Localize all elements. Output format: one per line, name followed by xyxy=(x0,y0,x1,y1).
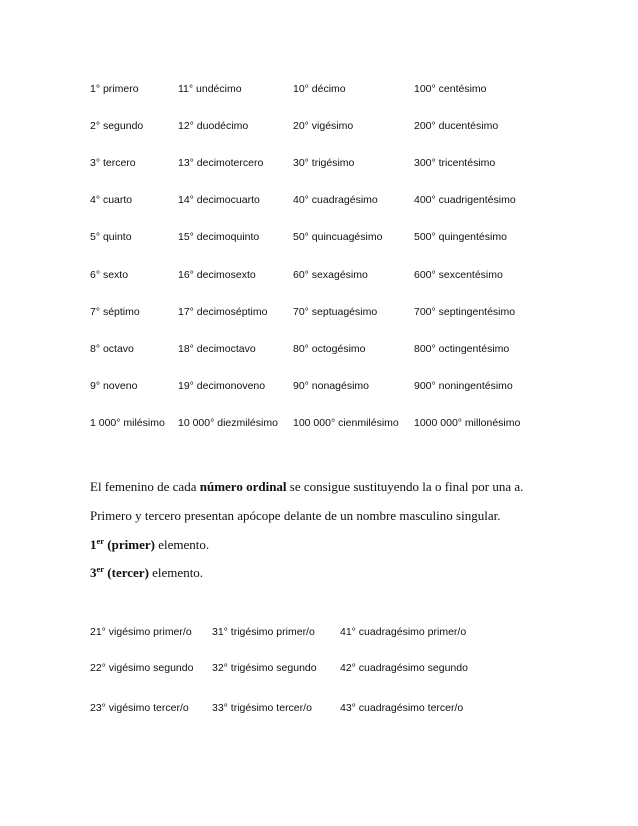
table-cell: 22° vigésimo segundo xyxy=(90,662,194,674)
example-rest: elemento. xyxy=(154,537,210,552)
table-cell: 14° decimocuarto xyxy=(178,194,260,206)
example-primer xyxy=(90,537,209,551)
table-cell: 200° ducentésimo xyxy=(414,120,499,132)
table-cell: 10 000° diezmilésimo xyxy=(178,417,278,429)
table-cell: 100° centésimo xyxy=(414,83,487,95)
paragraph-text: se consigue sustituyendo la o final por una a. xyxy=(286,479,524,494)
table-cell: 32° trigésimo segundo xyxy=(212,662,317,674)
superscript: er xyxy=(96,564,105,574)
table-cell: 5° quinto xyxy=(90,231,132,243)
table-cell: 90° nonagésimo xyxy=(293,380,370,392)
table-cell: 31° trigésimo primer/o xyxy=(212,626,315,638)
table-cell: 23° vigésimo tercer/o xyxy=(90,702,189,714)
table-cell: 7° séptimo xyxy=(90,306,140,318)
table-cell: 10° décimo xyxy=(293,83,346,95)
table-cell: 70° septuagésimo xyxy=(293,306,378,318)
table-cell: 6° sexto xyxy=(90,269,129,281)
table-cell: 20° vigésimo xyxy=(293,120,354,132)
table-cell: 3° tercero xyxy=(90,157,136,169)
example-number: 3 xyxy=(90,565,97,580)
paragraph-text: El femenino de cada xyxy=(90,479,200,494)
table-cell: 900° noningentésimo xyxy=(414,380,513,392)
table-cell: 400° cuadrigentésimo xyxy=(414,194,516,206)
table-cell: 17° decimoséptimo xyxy=(178,306,268,318)
table-cell: 13° decimotercero xyxy=(178,157,264,169)
table-cell: 80° octogésimo xyxy=(293,343,366,355)
example-rest: elemento. xyxy=(148,565,204,580)
table-cell: 8° octavo xyxy=(90,343,134,355)
table-cell: 4° cuarto xyxy=(90,194,133,206)
table-cell: 9° noveno xyxy=(90,380,138,392)
table-cell: 60° sexagésimo xyxy=(293,269,368,281)
table-cell: 300° tricentésimo xyxy=(414,157,496,169)
example-word: (primer) xyxy=(107,537,155,552)
example-word: (tercer) xyxy=(107,565,149,580)
table-cell: 50° quincuagésimo xyxy=(293,231,383,243)
table-cell: 1 000° milésimo xyxy=(90,417,165,429)
table-cell: 15° decimoquinto xyxy=(178,231,260,243)
apocope-paragraph: Primero y tercero presentan apócope delante de un nombre masculino singular. xyxy=(90,508,501,523)
table-cell: 500° quingentésimo xyxy=(414,231,507,243)
superscript: er xyxy=(96,536,105,546)
table-cell: 12° duodécimo xyxy=(178,120,249,132)
table-cell: 1000 000° millonésimo xyxy=(414,417,521,429)
table-cell: 43° cuadragésimo tercer/o xyxy=(340,702,464,714)
bold-term: número ordinal xyxy=(199,479,287,494)
example-tercer xyxy=(90,565,203,579)
table-cell: 2° segundo xyxy=(90,120,144,132)
table-cell: 42° cuadragésimo segundo xyxy=(340,662,468,674)
table-cell: 100 000° cienmilésimo xyxy=(293,417,399,429)
table-cell: 18° decimoctavo xyxy=(178,343,256,355)
example-number: 1 xyxy=(90,537,97,552)
table-cell: 700° septingentésimo xyxy=(414,306,516,318)
feminine-rule-paragraph xyxy=(90,480,523,493)
table-cell: 800° octingentésimo xyxy=(414,343,510,355)
table-cell: 30° trigésimo xyxy=(293,157,355,169)
table-cell: 16° decimosexto xyxy=(178,269,256,281)
table-cell: 21° vigésimo primer/o xyxy=(90,626,192,638)
table-cell: 1° primero xyxy=(90,83,139,95)
table-cell: 19° decimonoveno xyxy=(178,380,266,392)
table-cell: 40° cuadragésimo xyxy=(293,194,378,206)
table-cell: 41° cuadragésimo primer/o xyxy=(340,626,467,638)
table-cell: 11° undécimo xyxy=(178,83,242,95)
table-cell: 600° sexcentésimo xyxy=(414,269,503,281)
table-cell: 33° trigésimo tercer/o xyxy=(212,702,312,714)
